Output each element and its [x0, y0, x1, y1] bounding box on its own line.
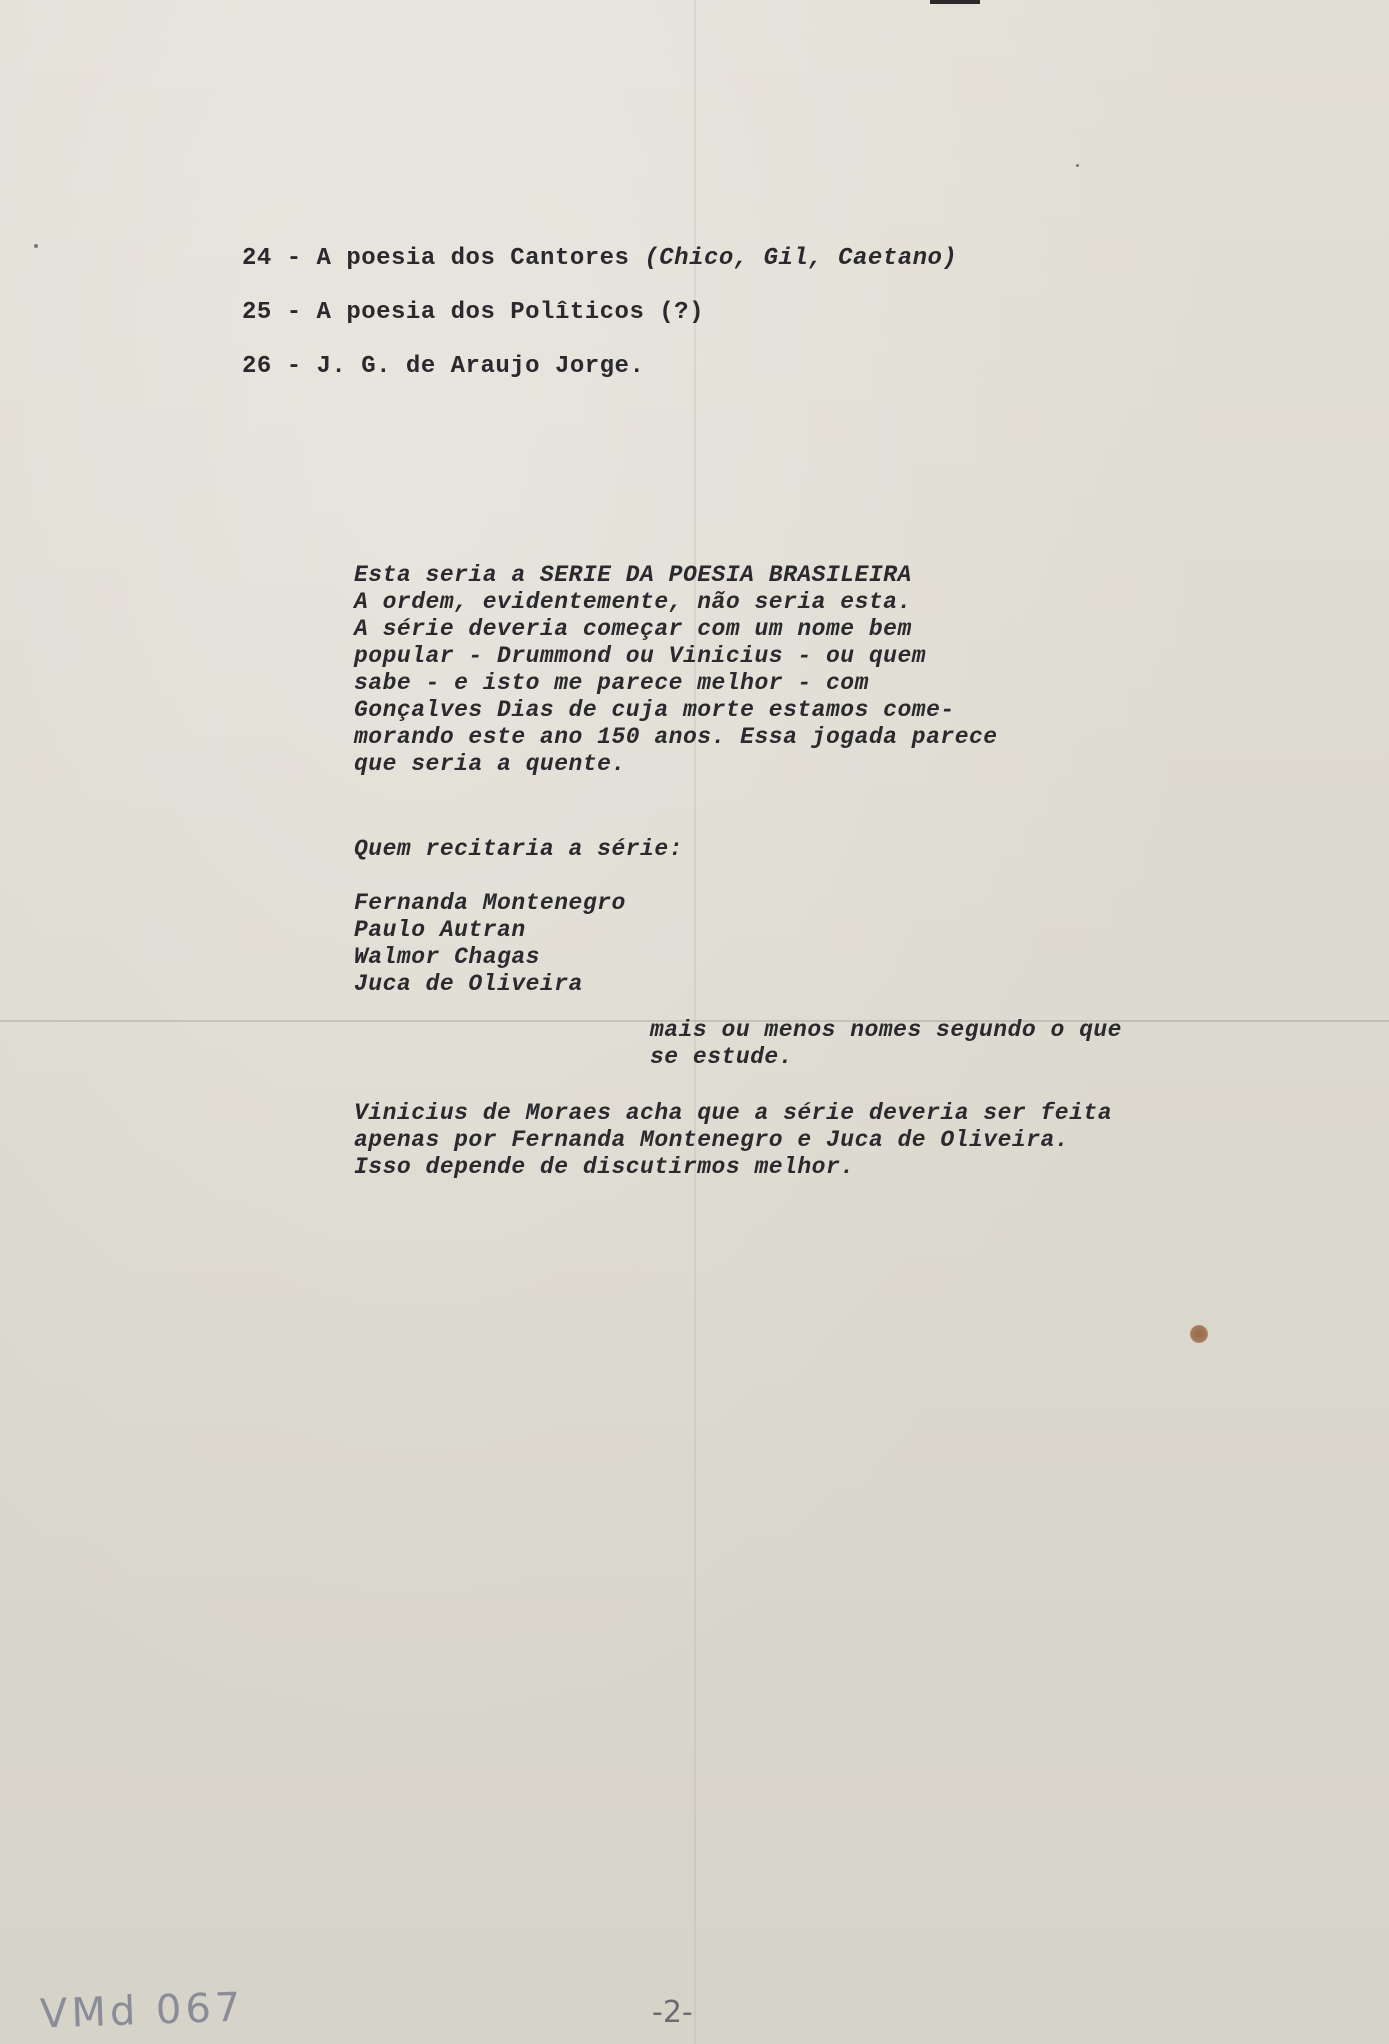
top-edge-mark: [930, 0, 980, 4]
reciters-list: [354, 890, 626, 998]
list-item-text: 24 - A poesia dos Cantores: [242, 245, 645, 272]
text-line: apenas por Fernanda Montenegro e Juca de Oliveira.: [354, 1127, 1070, 1153]
text-line: Vinicius de Moraes acha que a série deveria ser feita: [354, 1100, 1113, 1126]
text-line: mais ou menos nomes segundo o que: [650, 1017, 1122, 1043]
text-line: A ordem, evidentemente, não seria esta.: [354, 589, 912, 615]
text-line: se estude.: [650, 1044, 794, 1070]
text-line: sabe - e isto me parece melhor - com: [354, 670, 869, 696]
page-number: -2-: [652, 1995, 693, 2030]
text-line: Esta seria a SERIE DA POESIA BRASILEIRA: [354, 562, 912, 588]
reciter-name: Walmor Chagas: [354, 944, 540, 970]
reciter-name: Fernanda Montenegro: [354, 890, 626, 916]
paper-speck: [1076, 164, 1079, 167]
reciter-name: Juca de Oliveira: [354, 971, 583, 997]
archive-pencil-note: VMd 067: [39, 1984, 246, 2038]
paper-speck: [34, 244, 38, 248]
reciters-note: [650, 1017, 1122, 1071]
text-line: que seria a quente.: [354, 751, 626, 777]
list-item-note: (Chico, Gil, Caetano): [644, 245, 958, 272]
list-item-text: 25 - A poesia dos Polîticos (?): [242, 299, 704, 326]
reciters-heading: Quem recitaria a série:: [354, 836, 683, 862]
text-line: Isso depende de discutirmos melhor.: [354, 1154, 855, 1180]
list-item: [242, 286, 957, 340]
list-item: [242, 232, 957, 286]
series-paragraph: [354, 562, 998, 778]
text-line: morando este ano 150 anos. Essa jogada parece: [354, 724, 998, 750]
list-item: [242, 340, 957, 394]
list-item-text: 26 - J. G. de Araujo Jorge.: [242, 353, 645, 380]
text-line: popular - Drummond ou Vinicius - ou quem: [354, 643, 927, 669]
text-line: Gonçalves Dias de cuja morte estamos come-: [354, 697, 955, 723]
reciter-name: Paulo Autran: [354, 917, 526, 943]
paper-stain: [1190, 1325, 1208, 1343]
text-line: A série deveria começar com um nome bem: [354, 616, 912, 642]
numbered-list: [242, 232, 957, 394]
vinicius-paragraph: [354, 1100, 1112, 1181]
